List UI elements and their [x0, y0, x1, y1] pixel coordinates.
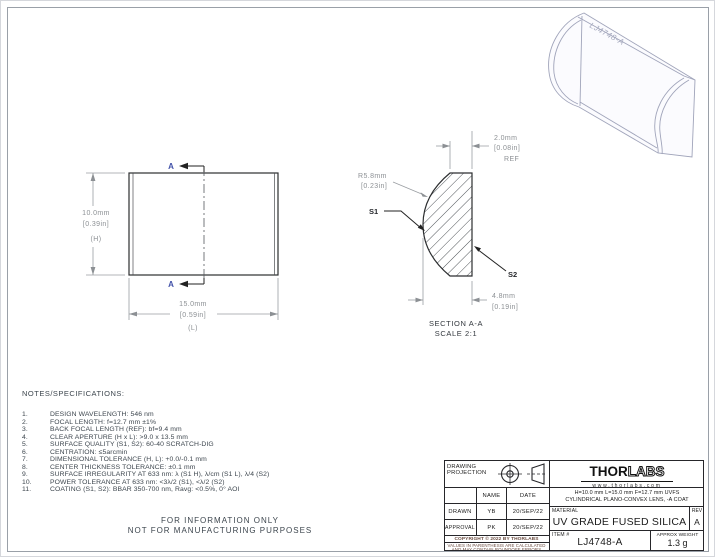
s1-label: S1	[369, 207, 379, 216]
notes-section	[22, 389, 432, 494]
center-mm: 4.8mm	[492, 293, 516, 300]
height-mm: 10.0mm	[82, 210, 110, 217]
note-item: 11. COATING (S1, S2): BBAR 350-700 nm, Ravg: <0.5%, 0° AOI	[22, 486, 240, 494]
radius-mm: R5.8mm	[358, 173, 387, 180]
copyright-cell: COPYRIGHT © 2022 BY THORLABS	[444, 536, 550, 543]
section-view	[358, 131, 520, 338]
section-arrow-bottom	[179, 278, 204, 287]
description-cell	[550, 488, 704, 507]
front-view	[82, 162, 278, 332]
note-item: 10. POWER TOLERANCE AT 633 nm: <3λ/2 (S1), <λ/2 (S2)	[22, 478, 225, 486]
note-item: 4. CLEAR APERTURE (H x L): >9.0 x 13.5 mm	[22, 433, 188, 441]
material-label: MATERIAL	[552, 508, 579, 514]
s2-label: S2	[508, 270, 518, 279]
notes-title: NOTES/SPECIFICATIONS:	[22, 389, 125, 398]
rev-value: A	[694, 517, 700, 527]
rev-label: REV	[691, 508, 703, 514]
item-number: LJ4748-A	[577, 537, 623, 548]
warning-line-1: FOR INFORMATION ONLY	[161, 516, 279, 525]
warning-line-2: NOT FOR MANUFACTURING PURPOSES	[127, 526, 313, 535]
date-header-cell: DATE	[507, 488, 550, 504]
weight-cell	[650, 531, 704, 551]
weight-value: 1.3 g	[667, 538, 688, 548]
iso-engraving: LJ4748-A	[588, 20, 626, 48]
section-label-bottom: A	[168, 280, 174, 289]
edge-in: [0.08in]	[494, 145, 521, 152]
projection-cell	[444, 460, 550, 488]
length-mm: 15.0mm	[179, 301, 207, 308]
note-item: 5. SURFACE QUALITY (S1, S2): 60-40 SCRATCH-DIG	[22, 441, 214, 449]
dim-arrow	[472, 298, 480, 303]
approval-date-cell: 20/SEP/22	[507, 520, 550, 536]
projection-symbol	[496, 462, 548, 488]
blank-header-cell	[444, 488, 477, 504]
rev-cell	[689, 507, 704, 531]
title-block	[444, 460, 704, 551]
note-item: 7. DIMENSIONAL TOLERANCE (H, L): +0.0/-0.1 mm	[22, 456, 207, 464]
iso-view	[549, 13, 695, 157]
drawn-label-cell: DRAWN	[444, 504, 477, 520]
weight-label: APPROX WEIGHT	[656, 532, 699, 538]
disclaimer-cell: VALUES IN PARENTHESIS ARE CALCULATED AND MAY CONTAIN ROUNDOFF ERRORS	[444, 543, 550, 551]
dim-arrow	[91, 173, 96, 181]
length-in: [0.59in]	[179, 312, 207, 319]
drawn-date-cell: 20/SEP/22	[507, 504, 550, 520]
s2-leader	[474, 246, 506, 271]
edge-thickness-dimension	[436, 131, 489, 169]
dim-arrow	[472, 144, 480, 149]
dim-arrow	[91, 267, 96, 275]
logo-underline	[581, 481, 673, 482]
info-only-warning	[60, 516, 380, 536]
edge-mm: 2.0mm	[494, 135, 518, 142]
dim-arrow	[443, 144, 451, 149]
note-item: 6. CENTRATION: ≤5arcmin	[22, 448, 128, 456]
logo-cell	[550, 460, 704, 488]
iso-silhouette	[549, 13, 695, 157]
item-cell	[550, 531, 650, 551]
note-item: 2. FOCAL LENGTH: f=12.7 mm ±1%	[22, 418, 157, 426]
description-line-2: CYLINDRICAL PLANO-CONVEX LENS, -A COAT	[565, 497, 689, 504]
edge-ref: REF	[504, 156, 520, 163]
dim-arrow	[416, 298, 424, 303]
radius-callout	[393, 182, 428, 197]
section-label-top: A	[168, 162, 174, 171]
scale-caption: SCALE 2:1	[434, 329, 478, 338]
height-in: [0.39in]	[82, 221, 110, 228]
name-header-cell: NAME	[477, 488, 507, 504]
lens-front-outline	[129, 173, 278, 275]
material-value: UV GRADE FUSED SILICA	[552, 516, 687, 528]
s1-leader	[384, 211, 425, 231]
note-item: 8. CENTER THICKNESS TOLERANCE: ±0.1 mm	[22, 463, 196, 471]
note-item: 9. SURFACE IRREGULARITY AT 633 nm: λ (S1 H), λ/cm (S1 L), λ/4 (S2)	[22, 471, 270, 479]
thorlabs-logo: THORLABS	[589, 464, 665, 479]
note-item: 1. DESIGN WAVELENGTH: 546 nm	[22, 411, 154, 418]
height-axis: (H)	[90, 236, 102, 243]
thorlabs-url: www.thorlabs.com	[592, 483, 662, 488]
drawn-name-cell: YB	[477, 504, 507, 520]
item-label: ITEM #	[552, 532, 570, 538]
approval-name-cell: PK	[477, 520, 507, 536]
length-axis: (L)	[188, 325, 198, 332]
dim-arrow	[129, 312, 137, 317]
projection-label: DRAWING PROJECTION	[447, 464, 487, 477]
approval-label-cell: APPROVAL	[444, 520, 477, 536]
note-item: 3. BACK FOCAL LENGTH (REF): bf=9.4 mm	[22, 426, 182, 434]
section-caption: SECTION A-A	[428, 319, 484, 328]
radius-in: [0.23in]	[361, 183, 388, 190]
material-cell	[550, 507, 689, 531]
section-arrow-top	[179, 163, 204, 172]
lens-section-hatched	[423, 173, 472, 276]
description-line-1: H=10.0 mm L=15.0 mm F=12.7 mm UVFS	[574, 490, 680, 496]
third-angle-symbol	[498, 463, 546, 485]
center-in: [0.19in]	[492, 304, 519, 311]
dim-arrow	[270, 312, 278, 317]
